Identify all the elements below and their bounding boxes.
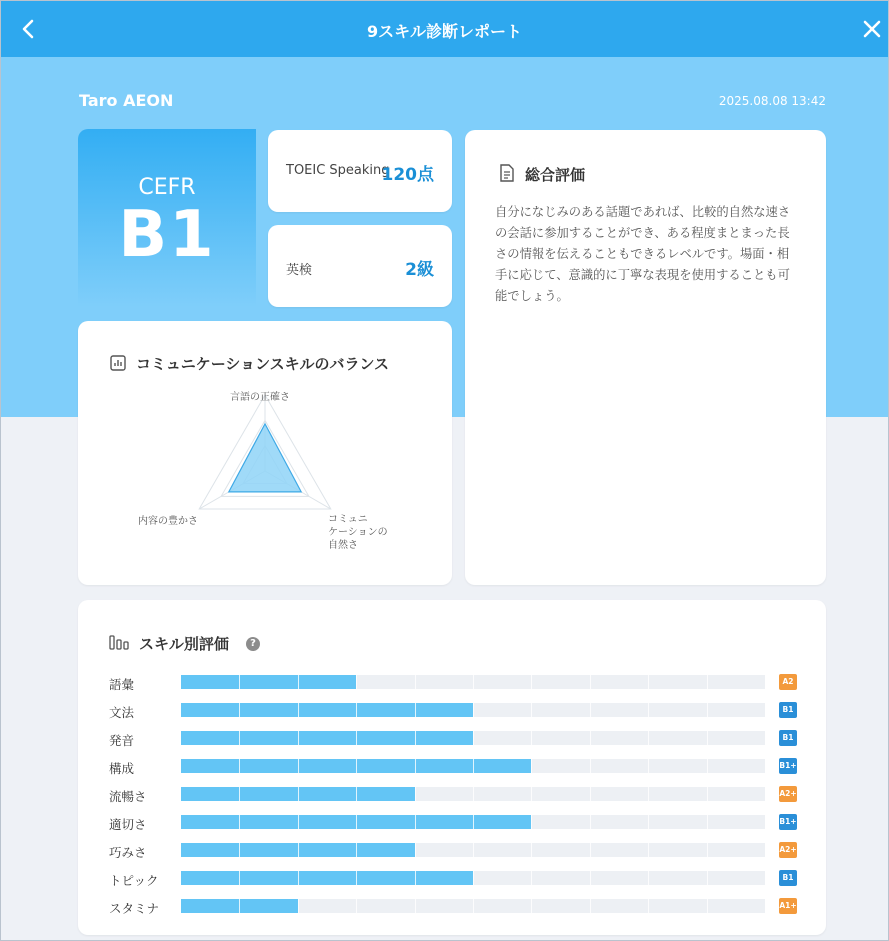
skill-bar-track [181,815,765,829]
skill-bar-divider [239,675,240,689]
skill-row [109,758,809,774]
skill-bar-track [181,731,765,745]
toeic-value: 120点 [381,165,434,185]
skill-bar-divider [356,787,357,801]
skill-bar-divider [590,675,591,689]
skill-bar-divider [648,787,649,801]
skill-bar-divider [356,871,357,885]
skill-bar-divider [298,703,299,717]
skill-name: 語彙 [109,677,135,692]
skill-bar-fill [181,703,473,717]
skill-bar-divider [531,675,532,689]
radar-chart [78,321,452,585]
skill-bar-divider [356,703,357,717]
skill-bar-divider [590,843,591,857]
skill-bar-divider [473,899,474,913]
skill-bar-divider [298,871,299,885]
report-date: 2025.08.08 13:42 [718,94,826,108]
toeic-score-card [268,130,452,212]
skill-bar-divider [356,759,357,773]
skill-bar-track [181,871,765,885]
skill-row [109,814,809,830]
skill-bar-divider [648,899,649,913]
skill-bar-fill [181,675,356,689]
cefr-level: B1 [118,198,216,272]
cefr-label: CEFR [138,175,196,200]
toeic-label: TOEIC Speaking [286,163,390,178]
skill-bar-divider [590,787,591,801]
skill-bar-divider [473,843,474,857]
skill-bar-divider [707,703,708,717]
skill-row [109,898,809,914]
skill-bar-divider [707,759,708,773]
skill-bar-divider [707,731,708,745]
skill-bar-divider [473,703,474,717]
skill-bar-divider [356,843,357,857]
skill-bar-divider [298,815,299,829]
skill-row [109,870,809,886]
skill-bar-divider [473,787,474,801]
page-title: 9スキル診断レポート [367,22,522,41]
skill-bar-divider [531,759,532,773]
skill-level-badge: A2 [779,674,797,690]
skill-bar-divider [298,787,299,801]
cefr-card [78,129,256,307]
document-icon [499,164,515,182]
skill-name: トピック [109,873,159,888]
skill-bar-divider [473,675,474,689]
skill-bar-divider [356,815,357,829]
skill-bar-divider [707,899,708,913]
skill-row [109,674,809,690]
skill-bar-divider [415,899,416,913]
skill-bar-divider [531,899,532,913]
skill-bar-divider [473,759,474,773]
radar-value-area [229,424,301,492]
skill-bar-divider [590,899,591,913]
skill-bar-fill [181,871,473,885]
skill-bar-divider [648,759,649,773]
skill-level-badge: A2+ [779,786,797,802]
skill-row [109,786,809,802]
skills-title: スキル別評価 [139,635,229,653]
skill-bar-divider [707,787,708,801]
skill-bar-divider [298,731,299,745]
skill-bar-divider [590,703,591,717]
skill-level-badge: A2+ [779,842,797,858]
skill-bar-divider [239,871,240,885]
skill-bar-divider [707,815,708,829]
skill-bar-divider [648,675,649,689]
close-icon[interactable] [858,15,886,43]
skill-bar-divider [473,731,474,745]
skill-level-badge: B1 [779,702,797,718]
skill-bar-divider [707,675,708,689]
radar-label-accuracy: 言語の正確さ [230,392,290,403]
skill-level-badge: B1+ [779,814,797,830]
summary-text: 自分になじみのある話題であれば、比較的自然な速さの会話に参加することができ、ある程度まとまった長さの情報を伝えることもできるレベルです。場面・相手に応じて、意識的に丁寧な表現を使用することも可能でしょう。 [495,205,791,303]
skill-bar-divider [707,871,708,885]
skill-bar-divider [415,815,416,829]
skill-bar-divider [298,843,299,857]
skill-bar-divider [648,815,649,829]
skill-bar-divider [648,843,649,857]
skill-bar-track [181,843,765,857]
skill-bar-divider [356,731,357,745]
skill-bar-divider [239,759,240,773]
skill-level-badge: B1 [779,870,797,886]
skill-bar-divider [531,731,532,745]
skill-bar-divider [415,787,416,801]
skill-bar-divider [707,843,708,857]
skill-bar-divider [239,815,240,829]
skill-bar-divider [590,871,591,885]
skill-bar-track [181,759,765,773]
skill-bar-divider [356,675,357,689]
skill-bar-divider [590,759,591,773]
help-icon[interactable]: ? [246,637,260,651]
skill-name: 文法 [109,705,135,720]
skill-bar-track [181,899,765,913]
skill-bar-divider [648,871,649,885]
skill-name: 流暢さ [109,789,147,804]
skill-bar-divider [239,731,240,745]
summary-title: 総合評価 [525,166,586,184]
skill-name: スタミナ [109,901,160,916]
eiken-value: 2級 [405,260,434,280]
skill-bar-track [181,675,765,689]
skill-bar-divider [648,703,649,717]
skill-bar-divider [473,815,474,829]
skill-bar-track [181,787,765,801]
skill-row [109,702,809,718]
skill-level-badge: A1+ [779,898,797,914]
skill-bar-track [181,703,765,717]
skill-bar-divider [239,787,240,801]
skill-bar-divider [356,899,357,913]
skill-bar-divider [239,843,240,857]
skill-bar-divider [531,871,532,885]
skill-bar-divider [415,675,416,689]
skill-bar-divider [415,871,416,885]
balance-card [78,321,452,585]
radar-label-richness: 内容の豊かさ [138,516,198,527]
skill-bar-divider [298,759,299,773]
skill-bar-divider [531,787,532,801]
skill-bar-fill [181,731,473,745]
skill-bar-divider [590,731,591,745]
skill-bar-divider [648,731,649,745]
skill-bar-divider [415,703,416,717]
skill-row [109,730,809,746]
skill-bar-divider [473,871,474,885]
skill-bar-divider [239,703,240,717]
skill-name: 発音 [109,733,135,748]
skill-level-badge: B1 [779,730,797,746]
skill-bar-divider [531,843,532,857]
summary-card [465,130,826,585]
skill-bar-divider [531,703,532,717]
skill-bar-divider [415,759,416,773]
skill-bar-divider [239,899,240,913]
skill-row [109,842,809,858]
bar-chart-icon [109,633,131,651]
user-name: Taro AEON [79,91,174,110]
skill-level-badge: B1+ [779,758,797,774]
skill-bar-divider [415,843,416,857]
skill-bar-divider [298,899,299,913]
skill-name: 構成 [109,761,135,776]
skill-bar-divider [531,815,532,829]
skill-bar-divider [415,731,416,745]
eiken-score-card [268,225,452,307]
skill-bar-divider [298,675,299,689]
skill-bar-divider [590,815,591,829]
skill-name: 巧みさ [109,845,147,860]
skill-name: 適切さ [109,817,147,832]
header-bar [1,1,888,57]
eiken-label: 英検 [286,263,313,278]
balance-title: コミュニケーションスキルのバランス [136,355,390,373]
radar-label-naturalness: コミュニ ケーションの 自然さ [328,514,388,551]
